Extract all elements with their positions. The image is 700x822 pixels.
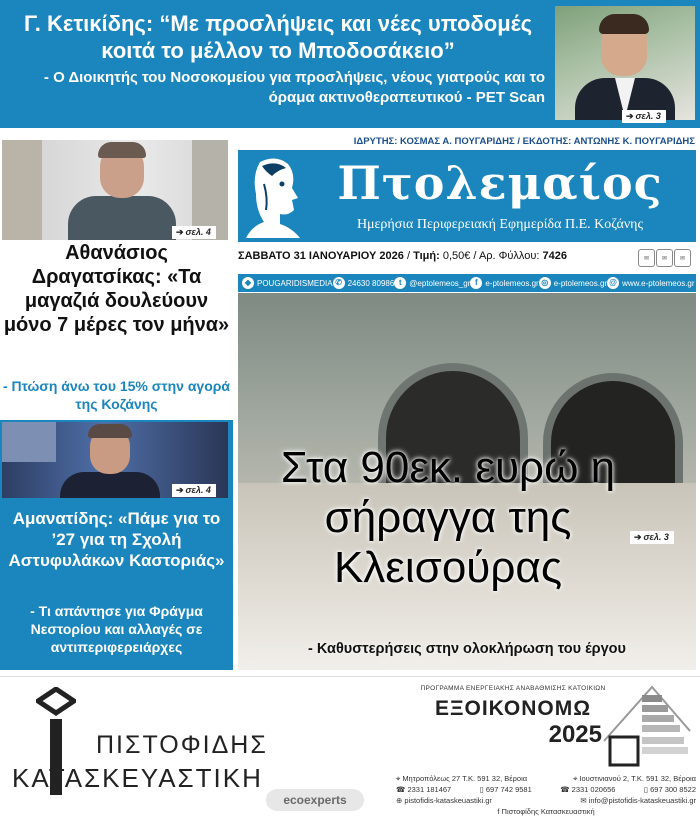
price: 0,50€	[442, 250, 471, 262]
program-caption: ΠΡΟΓΡΑΜΜΑ ΕΝΕΡΓΕΙΑΚΗΣ ΑΝΑΒΑΘΜΙΣΗΣ ΚΑΤΟΙΚΙΩΝ	[420, 685, 606, 692]
facebook-link[interactable]: f Πιστοφίδης Κατασκευαστική	[497, 807, 595, 816]
company-name: ΠΙΣΤΟΦΙΔΗΣ	[96, 731, 268, 759]
top-story-photo	[555, 6, 695, 120]
twitter-icon: t	[394, 277, 406, 289]
energy-rating-icon	[600, 681, 694, 767]
newspaper-title[interactable]: Πτολεμαίος	[337, 156, 663, 210]
contact-phone[interactable]: ✆ 24630 80986	[333, 277, 395, 289]
dateline: ΣΑΒΒΑΤΟ 31 ΙΑΝΟΥΑΡΙΟΥ 2026 / Τιμή: 0,50€ / Αρ. Φύλλου: 7426	[238, 250, 568, 262]
company-type: ΚΑΤΑΣΚΕΥΑΣΤΙΚΗ	[12, 763, 263, 793]
left-column	[0, 138, 233, 670]
phone-icon: ☎ 2331 020656	[560, 785, 616, 794]
stamp-icon: ✉	[656, 249, 673, 267]
contact-media[interactable]: ◆ POUGARIDISMEDIA	[242, 277, 333, 289]
contact-instagram[interactable]: ◎ e-ptolemeos.gr	[539, 277, 607, 289]
contact-facebook[interactable]: f e-ptolemeos.gr	[470, 277, 538, 289]
main-story[interactable]	[238, 293, 696, 670]
contact-bar	[238, 274, 696, 292]
arrow-right-icon: ➔	[176, 485, 184, 495]
price-label: Τιμή:	[413, 250, 440, 262]
contact-details	[396, 773, 696, 817]
stamp-icon: ✉	[638, 249, 655, 267]
story-headline[interactable]: Αμανατίδης: «Πάμε για το ’27 για τη Σχολή Αστυφυλάκων Καστοριάς»	[8, 509, 225, 570]
facebook-icon: f	[470, 277, 482, 289]
main-story-headline[interactable]: Στα 90εκ. ευρώ η σήραγγα της Κλεισούρας	[280, 443, 616, 592]
program-year: 2025	[548, 721, 602, 748]
story-photo	[2, 140, 228, 240]
story-page-ref[interactable]: ➔ σελ. 4	[172, 226, 216, 239]
story-subheadline: - Πτώση άνω του 15% στην αγορά της Κοζάνης	[2, 378, 231, 412]
top-story-page-ref[interactable]: ➔ σελ. 3	[622, 110, 666, 123]
arrow-right-icon: ➔	[626, 111, 634, 121]
stamp-icon: ✉	[674, 249, 691, 267]
map-pin-icon: ⌖ Ιουστινιανού 2, Τ.Κ. 591 32, Βέροια	[573, 774, 696, 783]
arrow-right-icon: ➔	[176, 227, 184, 237]
postage-stamps	[638, 247, 696, 269]
map-pin-icon: ⌖ Μητροπόλεως 27 Τ.Κ. 591 32, Βέροια	[396, 774, 528, 783]
top-story-banner[interactable]	[0, 0, 700, 128]
program-name: ΕΞΟΙΚΟΝΟΜΩ	[434, 697, 592, 720]
phone-icon: ☎ 2331 181467	[396, 785, 452, 794]
ptolemy-bust-logo	[242, 154, 304, 238]
issue-label: Αρ. Φύλλου:	[478, 250, 540, 262]
top-story-subheadline: - Ο Διοικητής του Νοσοκομείου για προσλήψεις, νέους γιατρούς και το όραμα ακτινοθεραπευτικού - PET Scan	[43, 69, 545, 106]
story-subheadline: - Τι απάντησε για Φράγμα Νεστορίου και αλλαγές σε αντιπεριφερειάρχες	[30, 603, 203, 655]
mobile-icon: ▯ 697 300 8522	[643, 785, 696, 794]
advertisement[interactable]	[0, 676, 700, 822]
web-link[interactable]: ⊕ pistofidis-kataskeuastiki.gr	[396, 796, 492, 805]
issue-date: ΣΑΒΒΑΤΟ 31 ΙΑΝΟΥΑΡΙΟΥ 2026	[238, 250, 404, 262]
main-story-subheadline: - Καθυστερήσεις στην ολοκλήρωση του έργου	[308, 641, 626, 657]
top-story-headline[interactable]: Γ. Κετικίδης: “Με προσλήψεις και νέες υποδομές κοιτά το μέλλον το Μποδοσάκειο”	[23, 11, 533, 63]
founders-line: ΙΔΡΥΤΗΣ: ΚΟΣΜΑΣ Α. ΠΟΥΓΑΡΙΔΗΣ / ΕΚΔΟΤΗΣ: ΑΝΤΩΝΗΣ Κ. ΠΟΥΓΑΡΙΔΗΣ	[353, 136, 695, 147]
instagram-icon: ◎	[539, 277, 551, 289]
contact-website[interactable]: @ www.e-ptolemeos.gr	[607, 277, 694, 289]
media-icon: ◆	[242, 277, 254, 289]
main-story-page-ref[interactable]: ➔ σελ. 3	[630, 531, 674, 544]
mobile-icon: ▯ 697 742 9581	[479, 785, 532, 794]
issue-number: 7426	[542, 250, 568, 262]
web-icon: @	[607, 277, 619, 289]
phone-icon: ✆	[333, 277, 345, 289]
arrow-right-icon: ➔	[634, 532, 642, 542]
story-headline[interactable]: Αθανάσιος Δραγατσίκας: «Τα μαγαζιά δουλεύουν μόνο 7 μέρες τον μήνα»	[3, 242, 230, 336]
contact-twitter[interactable]: t @eptolemeos_gr	[394, 277, 470, 289]
story-page-ref[interactable]: ➔ σελ. 4	[172, 484, 216, 497]
ecoexperts-badge: ecoexperts	[266, 789, 364, 811]
story-box[interactable]	[0, 420, 233, 670]
email-link[interactable]: ✉ info@pistofidis-kataskeuastiki.gr	[580, 796, 696, 805]
masthead[interactable]	[238, 150, 696, 242]
newspaper-subtitle: Ημερήσια Περιφερειακή Εφημερίδα Π.Ε. Κοζάνης	[356, 217, 644, 232]
